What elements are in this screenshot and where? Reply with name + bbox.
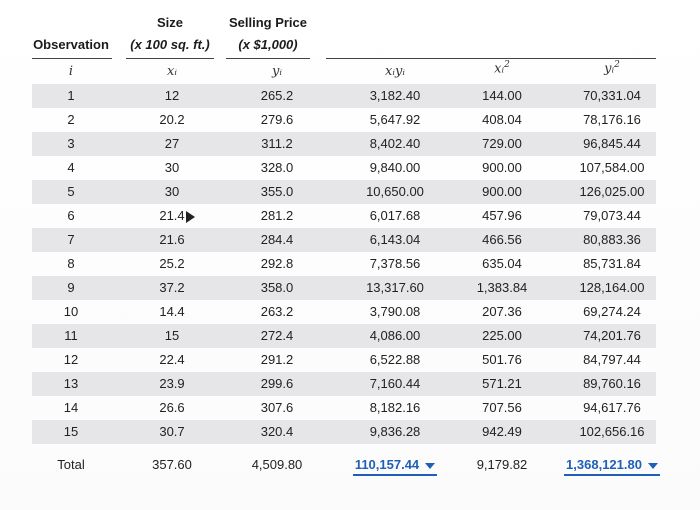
total-label: Total	[57, 457, 85, 472]
table-row	[32, 204, 656, 228]
cell-x2: 501.76	[482, 352, 522, 367]
header-size-line1: Size	[156, 15, 183, 30]
symbol-x2-exponent: 2	[504, 60, 510, 70]
symbol-x2-base: xᵢ	[494, 61, 505, 77]
cell-xy: 3,182.40	[369, 88, 421, 103]
cell-xy: 9,840.00	[369, 160, 421, 175]
cell-x: 37.2	[159, 280, 185, 295]
cell-y: 358.0	[260, 280, 294, 295]
cell-y: 272.4	[260, 328, 294, 343]
table-row	[32, 324, 656, 348]
cell-x2: 729.00	[482, 136, 522, 151]
cell-y: 291.2	[260, 352, 294, 367]
total-xy-dropdown[interactable]	[338, 452, 452, 478]
chevron-down-icon[interactable]	[425, 463, 435, 469]
cell-i: 7	[67, 232, 75, 247]
header-rule-size	[126, 58, 214, 59]
symbol-y2-exponent: 2	[614, 60, 620, 70]
cell-y2: 74,201.76	[583, 328, 641, 343]
cell-x2: 707.56	[482, 400, 522, 415]
cell-y2: 96,845.44	[583, 136, 641, 151]
cell-i: 4	[67, 160, 75, 175]
cell-y: 263.2	[260, 304, 294, 319]
table-row	[32, 348, 656, 372]
cell-x: 23.9	[159, 376, 185, 391]
cell-x2: 207.36	[482, 304, 522, 319]
cell-x2: 144.00	[482, 88, 522, 103]
cell-x: 27	[164, 136, 180, 151]
cell-i: 15	[63, 424, 79, 439]
cell-y2: 69,274.24	[583, 304, 641, 319]
total-x: 357.60	[152, 457, 192, 472]
cell-y2: 128,164.00	[579, 280, 645, 295]
cell-y2: 70,331.04	[583, 88, 641, 103]
cell-y: 265.2	[260, 88, 294, 103]
cell-x: 21.6	[159, 232, 185, 247]
cell-x2: 635.04	[482, 256, 522, 271]
cell-i: 13	[63, 376, 79, 391]
cell-xy: 5,647.92	[369, 112, 421, 127]
cell-xy: 13,317.60	[366, 280, 424, 295]
cell-y: 307.6	[260, 400, 294, 415]
cell-y: 292.8	[260, 256, 294, 271]
symbol-y-squared	[552, 60, 672, 76]
table-row	[32, 276, 656, 300]
mouse-cursor-icon	[186, 211, 195, 223]
cell-i: 9	[67, 280, 75, 295]
cell-x: 15	[164, 328, 180, 343]
cell-x: 14.4	[159, 304, 185, 319]
total-xy-value: 110,157.44	[354, 457, 420, 472]
table-row	[32, 108, 656, 132]
cell-xy: 8,402.40	[369, 136, 421, 151]
total-x2: 9,179.82	[476, 457, 528, 472]
cell-y2: 89,760.16	[583, 376, 641, 391]
table-row	[32, 156, 656, 180]
cell-xy: 6,017.68	[369, 208, 421, 223]
cell-y: 328.0	[260, 160, 294, 175]
symbol-i: i	[68, 64, 74, 79]
cell-x2: 225.00	[482, 328, 522, 343]
symbol-x: xᵢ	[167, 64, 177, 79]
cell-i: 6	[67, 208, 75, 223]
cell-y2: 78,176.16	[583, 112, 641, 127]
total-xy-answer[interactable]	[353, 456, 437, 476]
cell-x: 30	[164, 184, 180, 199]
cell-x2: 408.04	[482, 112, 522, 127]
total-y2-value: 1,368,121.80	[566, 457, 642, 472]
cell-x: 25.2	[159, 256, 185, 271]
table-row	[32, 84, 656, 108]
cell-x2: 900.00	[482, 184, 522, 199]
table-row	[32, 180, 656, 204]
symbol-y2-base: yᵢ	[604, 61, 615, 77]
cell-y2: 79,073.44	[583, 208, 641, 223]
cell-xy: 10,650.00	[366, 184, 424, 199]
cell-x2: 466.56	[482, 232, 522, 247]
cell-y2: 94,617.76	[583, 400, 641, 415]
header-rule-observation	[32, 58, 112, 59]
cell-x2: 942.49	[482, 424, 522, 439]
cell-x2: 900.00	[482, 160, 522, 175]
cell-x: 21.4	[159, 208, 185, 223]
table-row	[32, 132, 656, 156]
cell-y: 281.2	[260, 208, 294, 223]
cell-i: 2	[67, 112, 75, 127]
cell-xy: 3,790.08	[369, 304, 421, 319]
cell-x2: 1,383.84	[476, 280, 528, 295]
cell-x2: 457.96	[482, 208, 522, 223]
cell-xy: 6,143.04	[369, 232, 421, 247]
chevron-down-icon[interactable]	[648, 463, 658, 469]
cell-xy: 8,182.16	[369, 400, 421, 415]
cell-x: 30	[164, 160, 180, 175]
table-row	[32, 252, 656, 276]
symbol-y: yᵢ	[272, 64, 282, 79]
cell-y2: 102,656.16	[579, 424, 645, 439]
total-y: 4,509.80	[251, 457, 303, 472]
cell-x: 26.6	[159, 400, 185, 415]
cell-x: 22.4	[159, 352, 185, 367]
cell-y2: 80,883.36	[583, 232, 641, 247]
total-y2-answer[interactable]	[564, 456, 660, 476]
cell-i: 3	[67, 136, 75, 151]
header-rule-price	[226, 58, 310, 59]
table-row	[32, 228, 656, 252]
cell-xy: 6,522.88	[369, 352, 421, 367]
cell-y2: 84,797.44	[583, 352, 641, 367]
symbol-x-squared	[452, 60, 552, 76]
cell-x: 20.2	[159, 112, 185, 127]
header-size-line2: (x 100 sq. ft.)	[130, 37, 210, 52]
cell-y: 320.4	[260, 424, 294, 439]
header-price-line2: (x $1,000)	[238, 37, 298, 52]
cell-xy: 7,160.44	[369, 376, 421, 391]
cell-xy: 7,378.56	[369, 256, 421, 271]
cell-x: 12	[164, 88, 180, 103]
cell-i: 1	[67, 88, 75, 103]
cell-y: 355.0	[260, 184, 294, 199]
cell-i: 12	[63, 352, 79, 367]
cell-y: 311.2	[261, 136, 293, 151]
table-row	[32, 300, 656, 324]
cell-x: 30.7	[159, 424, 185, 439]
total-y2-dropdown[interactable]	[552, 452, 672, 478]
cell-i: 10	[63, 304, 79, 319]
header-observation: Observation	[33, 37, 109, 52]
cell-y2: 126,025.00	[579, 184, 645, 199]
cell-i: 8	[67, 256, 75, 271]
cell-i: 14	[63, 400, 79, 415]
cell-y2: 107,584.00	[579, 160, 645, 175]
cell-y: 284.4	[260, 232, 294, 247]
cell-x2: 571.21	[482, 376, 522, 391]
cell-y: 279.6	[260, 112, 294, 127]
cell-y2: 85,731.84	[583, 256, 641, 271]
symbol-xy: xᵢyᵢ	[385, 64, 405, 79]
cell-xy: 9,836.28	[369, 424, 421, 439]
table-row	[32, 372, 656, 396]
cell-y: 299.6	[260, 376, 294, 391]
total-row	[32, 452, 656, 478]
header-price-line1: Selling Price	[228, 15, 308, 30]
cell-i: 11	[64, 328, 78, 343]
table-row	[32, 420, 656, 444]
cell-xy: 4,086.00	[369, 328, 421, 343]
cell-i: 5	[67, 184, 75, 199]
table-row	[32, 396, 656, 420]
header-rule-rest	[326, 58, 656, 59]
